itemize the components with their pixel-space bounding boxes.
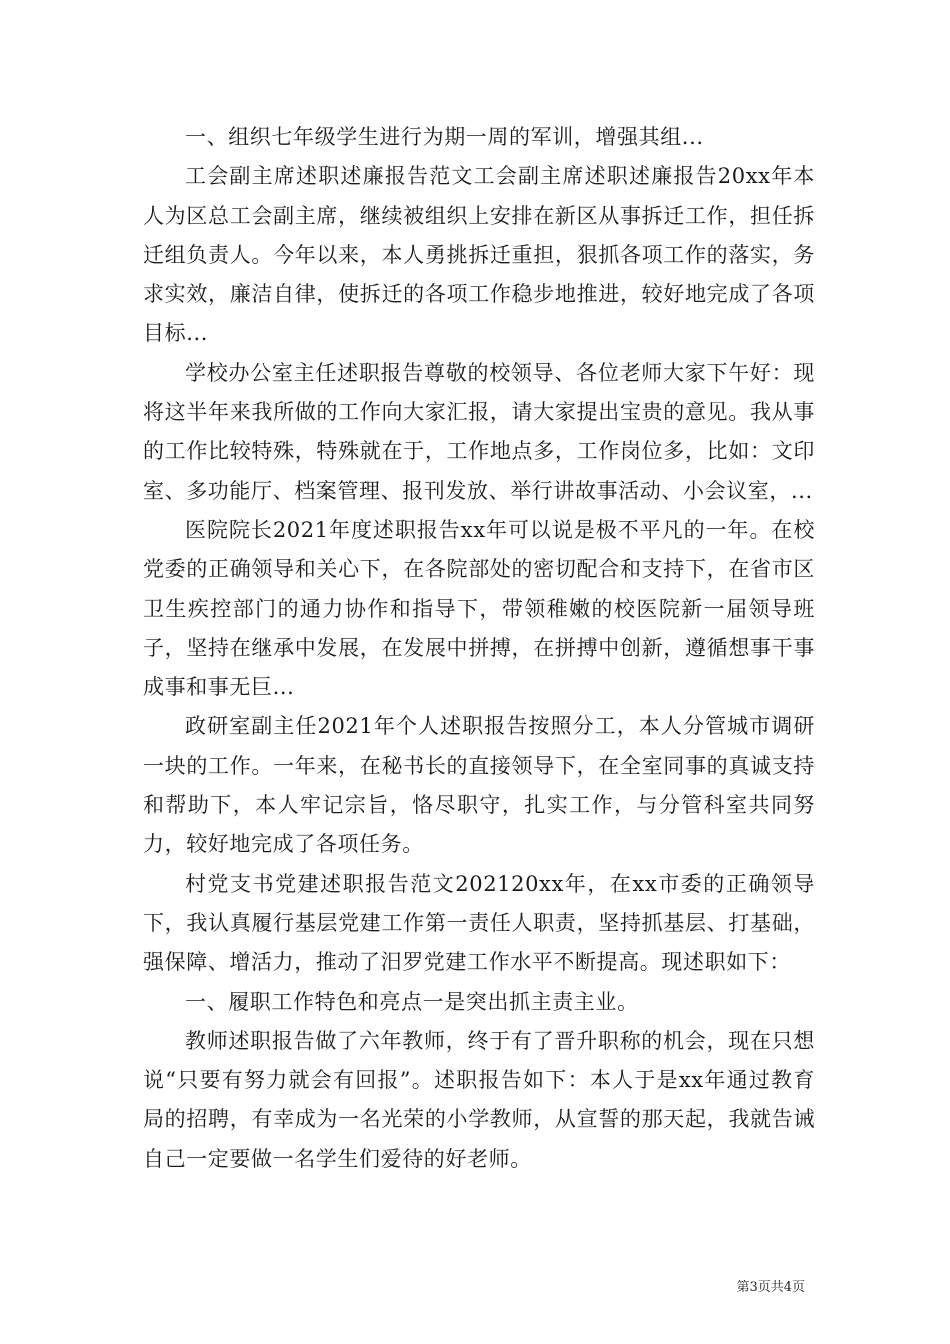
paragraph: 学校办公室主任述职报告尊敬的校领导、各位老师大家下午好：现将这半年来我所做的工作向大家汇报，请大家提出宝贵的意见。我从事的工作比较特殊，特殊就在于，工作地点多，工作岗位多，比如：文印室、多功能厅、档案管理、报刊发放、举行讲故事活动、小会议室，... <box>143 360 815 503</box>
page-number-label: 第3页共4页 <box>736 1280 805 1295</box>
paragraph: 工会副主席述职述廉报告范文工会副主席述职述廉报告20xx年本人为区总工会副主席，继续被组织上安排在新区从事拆迁工作，担任拆迁组负责人。今年以来，本人勇挑拆迁重担，狠抓各项工作的落实，务求实效，廉洁自律，使拆迁的各项工作稳步地推进，较好地完成了各项目标... <box>143 164 815 346</box>
paragraph: 医院院长2021年度述职报告xx年可以说是极不平凡的一年。在校党委的正确领导和关心下，在各院部处的密切配合和支持下，在省市区卫生疾控部门的通力协作和指导下，带领稚嫩的校医院新一届领导班子，坚持在继承中发展，在发展中拼搏，在拼搏中创新，遵循想事干事成事和事无巨... <box>143 517 815 700</box>
document-body <box>143 118 815 1179</box>
paragraph: 教师述职报告做了六年教师，终于有了晋升职称的机会，现在只想说“只要有努力就会有回报”。述职报告如下：本人于是xx年通过教育局的招聘，有幸成为一名光荣的小学教师，从宣誓的那天起，我就告诫自己一定要做一名学生们爱待的好老师。 <box>143 1028 815 1171</box>
paragraph: 一、履职工作特色和亮点一是突出抓主责主业。 <box>185 989 639 1014</box>
page-number-footer <box>736 1276 805 1295</box>
paragraph: 政研室副主任2021年个人述职报告按照分工，本人分管城市调研一块的工作。一年来，在秘书长的直接领导下，在全室同事的真诚支持和帮助下，本人牢记宗旨，恪尽职守，扎实工作，与分管科室共同努力，较好地完成了各项任务。 <box>143 714 815 857</box>
paragraph: 一、组织七年级学生进行为期一周的军训，增强其组... <box>185 125 704 149</box>
paragraph: 村党支书党建述职报告范文202120xx年，在xx市委的正确领导下，我认真履行基层党建工作第一责任人职责，坚持抓基层、打基础，强保障、增活力，推动了汨罗党建工作水平不断提高。现述职如下： <box>143 871 815 975</box>
